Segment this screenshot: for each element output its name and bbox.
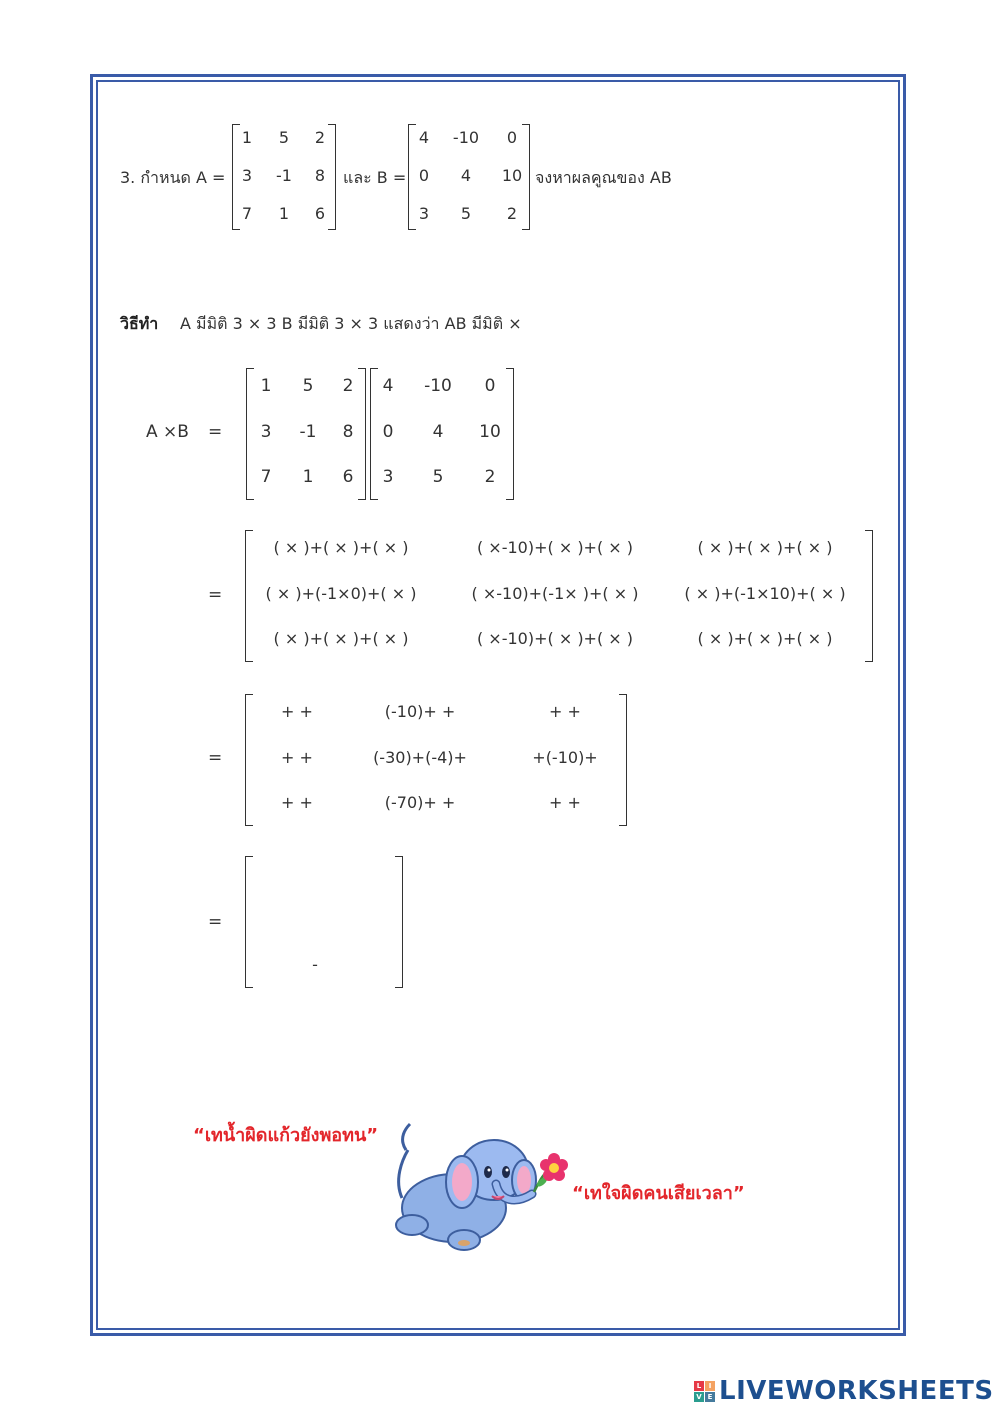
matrix-cell: 2 <box>484 467 496 487</box>
matrix-cell: -10 <box>424 376 452 396</box>
matrix-cell: -1 <box>299 422 317 442</box>
matrix-cell: 0 <box>382 422 394 442</box>
matrix-cell: 4 <box>418 128 430 147</box>
matrix-cell: 2 <box>314 128 326 147</box>
matrix-cell: ( × )+( × )+( × ) <box>273 629 409 648</box>
matrix-cell: (-10)+ + <box>384 702 456 721</box>
matrix-cell: + + <box>549 702 581 721</box>
solution-dimension-text: A มีมิติ 3 × 3 B มีมิติ 3 × 3 แสดงว่า AB มีมิติ × <box>180 314 522 333</box>
left-matrix <box>246 368 366 500</box>
matrix-cell: 8 <box>314 166 326 185</box>
matrix-cell: 10 <box>501 166 523 185</box>
logo-letter-tile: V <box>694 1392 704 1402</box>
elephant-with-flower-icon <box>384 1120 574 1260</box>
matrix-cell: 5 <box>278 128 290 147</box>
matrix-cell: 4 <box>432 422 444 442</box>
matrix-cell: +(-10)+ <box>532 748 598 767</box>
problem-prefix: 3. กำหนด A = <box>120 168 226 187</box>
equals-4: = <box>208 912 223 932</box>
problem-and-b: และ B = <box>343 168 407 187</box>
matrix-cell: + + <box>281 702 313 721</box>
problem-suffix: จงหาผลคูณของ AB <box>535 168 672 187</box>
expansion-matrix <box>245 530 873 662</box>
matrix-cell: ( × )+(-1×0)+( × ) <box>265 584 417 603</box>
matrix-cell: 1 <box>241 128 253 147</box>
matrix-cell: 0 <box>484 376 496 396</box>
solution-label: วิธีทำ <box>120 314 159 333</box>
matrix-cell: 3 <box>260 422 272 442</box>
matrix-cell: + + <box>281 748 313 767</box>
matrix-cell: 1 <box>278 204 290 223</box>
matrix-cell: 3 <box>418 204 430 223</box>
matrix-cell: + + <box>549 793 581 812</box>
equals-3: = <box>208 748 223 768</box>
matrix-cell: ( ×-10)+(-1× )+( × ) <box>471 584 639 603</box>
matrix-cell: ( × )+( × )+( × ) <box>697 629 833 648</box>
matrix-cell: ( ×-10)+( × )+( × ) <box>476 538 634 557</box>
matrix-cell: 6 <box>314 204 326 223</box>
liveworksheets-logo <box>694 1376 994 1406</box>
equals-1: = <box>208 422 223 442</box>
matrix-cell: 7 <box>260 467 272 487</box>
matrix-cell: 6 <box>342 467 354 487</box>
matrix-cell: + + <box>281 793 313 812</box>
matrix-cell: 5 <box>432 467 444 487</box>
matrix-cell: ( × )+( × )+( × ) <box>273 538 409 557</box>
matrix-cell: 5 <box>460 204 472 223</box>
matrix-b <box>408 124 530 230</box>
final-matrix <box>245 856 403 988</box>
logo-icon <box>694 1381 715 1402</box>
matrix-cell: 2 <box>506 204 518 223</box>
matrix-cell: 4 <box>460 166 472 185</box>
matrix-cell: 3 <box>241 166 253 185</box>
matrix-cell: ( × )+(-1×10)+( × ) <box>684 584 846 603</box>
sum-matrix <box>245 694 627 826</box>
matrix-cell: 1 <box>302 467 314 487</box>
matrix-a <box>232 124 336 230</box>
matrix-cell: - <box>312 955 318 974</box>
quote-right: “เทใจผิดคนเสียเวลา” <box>572 1183 745 1204</box>
logo-letter-tile: E <box>705 1392 715 1402</box>
equals-2: = <box>208 585 223 605</box>
matrix-cell: (-30)+(-4)+ <box>373 748 467 767</box>
matrix-cell: 5 <box>302 376 314 396</box>
matrix-cell: 2 <box>342 376 354 396</box>
matrix-cell: 1 <box>260 376 272 396</box>
matrix-cell: 3 <box>382 467 394 487</box>
right-matrix <box>370 368 514 500</box>
axb-label: A ×B <box>146 422 189 442</box>
matrix-cell: 4 <box>382 376 394 396</box>
matrix-cell: -10 <box>452 128 480 147</box>
matrix-cell: 0 <box>506 128 518 147</box>
matrix-cell: -1 <box>276 166 292 185</box>
logo-letter-tile: I <box>705 1381 715 1391</box>
matrix-cell: 10 <box>479 422 501 442</box>
quote-left: “เทน้ำผิดแก้วยังพอทน” <box>193 1125 379 1146</box>
matrix-cell: (-70)+ + <box>384 793 456 812</box>
matrix-cell: ( × )+( × )+( × ) <box>697 538 833 557</box>
logo-text: LIVEWORKSHEETS <box>719 1376 994 1406</box>
matrix-cell: 8 <box>342 422 354 442</box>
matrix-cell: 7 <box>241 204 253 223</box>
matrix-cell: ( ×-10)+( × )+( × ) <box>476 629 634 648</box>
matrix-cell: 0 <box>418 166 430 185</box>
logo-letter-tile: L <box>694 1381 704 1391</box>
